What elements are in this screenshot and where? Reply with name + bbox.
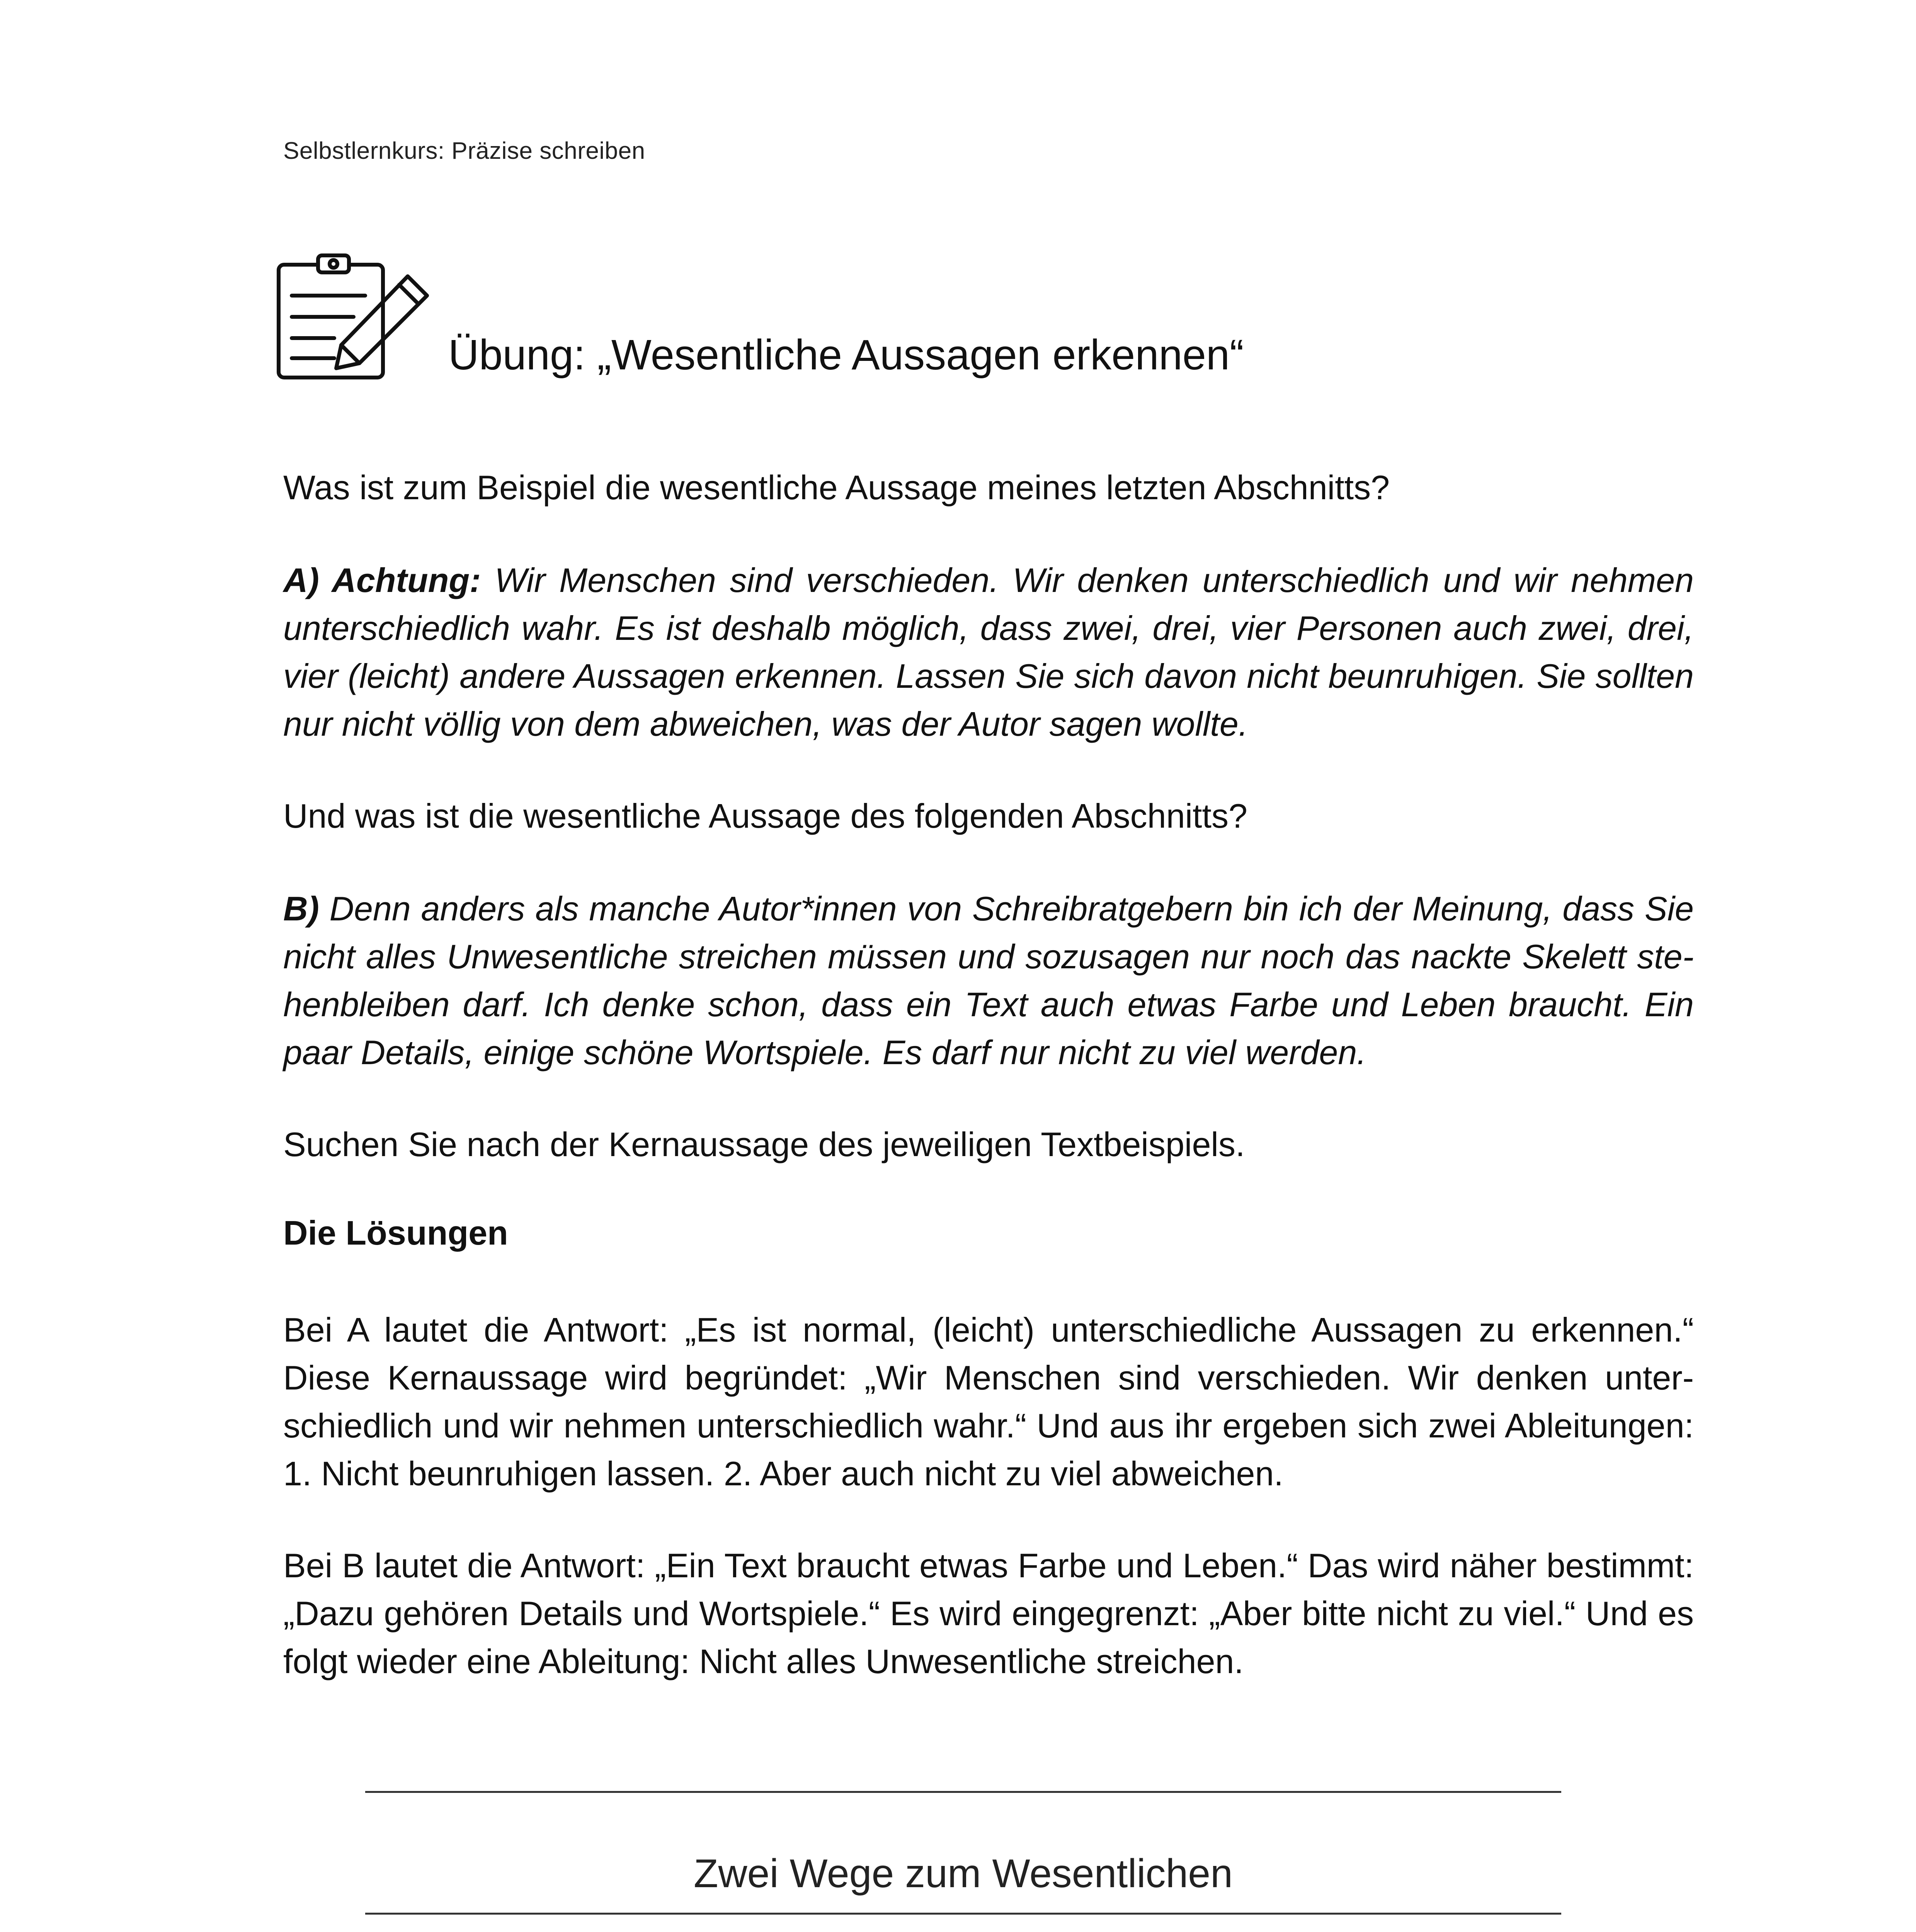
running-header: Selbstlernkurs: Präzise schreiben xyxy=(283,138,645,164)
solutions-heading: Die Lösungen xyxy=(283,1214,508,1252)
example-b xyxy=(283,885,1694,1077)
section-title: Zwei Wege zum Wesentlichen xyxy=(694,1851,1233,1896)
answer-a: Bei A lautet die Antwort: „Es ist normal, (leicht) unterschiedliche Aussagen zu erkennen.“ Diese Kernaussage wird begründet: „Wir Menschen sind verschieden. Wir denken unterschiedlich und wir nehmen unterschiedlich wahr.“ Und aus ihr ergeben sich zwei Ableitungen: 1. Nicht beunruhigen lassen. 2. Aber auch nicht zu viel abweichen. xyxy=(283,1311,1694,1493)
exercise-title: Übung: „Wesentliche Aussagen erkennen“ xyxy=(448,331,1244,379)
example-a-label: A) Achtung: xyxy=(283,561,481,599)
example-b-text: Denn anders als manche Autor*innen von Schreibratgebern bin ich der Meinung, dass Sie nicht alles Unwesentliche streichen müssen und sozusagen nur noch das nackte Skelett stehenbleiben darf. Ich denke schon, dass ein Text auch etwas Farbe und Leben braucht. Ein paar Details, einige schöne Wortspiele. Es darf nur nicht zu viel werden. xyxy=(283,889,1694,1071)
example-b-label: B) xyxy=(283,889,319,928)
section-rule-bottom xyxy=(365,1913,1561,1915)
question-1: Was ist zum Beispiel die wesentliche Aussage meines letzten Abschnitts? xyxy=(283,468,1390,507)
example-a xyxy=(283,556,1694,748)
question-2: Und was ist die wesentliche Aussage des folgenden Abschnitts? xyxy=(283,797,1247,835)
instruction: Suchen Sie nach der Kernaussage des jeweiligen Textbeispiels. xyxy=(283,1125,1245,1163)
clipboard-pencil-icon xyxy=(276,253,431,381)
example-a-text: Wir Menschen sind verschieden. Wir denken unterschiedlich und wir nehmen unterschiedlich wahr. Es ist deshalb möglich, dass zwei, drei, vier Personen auch zwei, drei, vier (leicht) andere Aussagen erkennen. Lassen Sie sich davon nicht beunruhigen. Sie sollten nur nicht völlig von dem abweichen, was der Autor sagen wollte. xyxy=(283,561,1694,743)
section-rule-top xyxy=(365,1791,1561,1793)
answer-b: Bei B lautet die Antwort: „Ein Text braucht etwas Farbe und Leben.“ Das wird näher bestimmt: „Dazu gehören Details und Wortspiele.“ Es wird eingegrenzt: „Aber bitte nicht zu viel.“ Und es folgt wieder eine Ableitung: Nicht alles Unwesentliche streichen. xyxy=(283,1546,1694,1680)
